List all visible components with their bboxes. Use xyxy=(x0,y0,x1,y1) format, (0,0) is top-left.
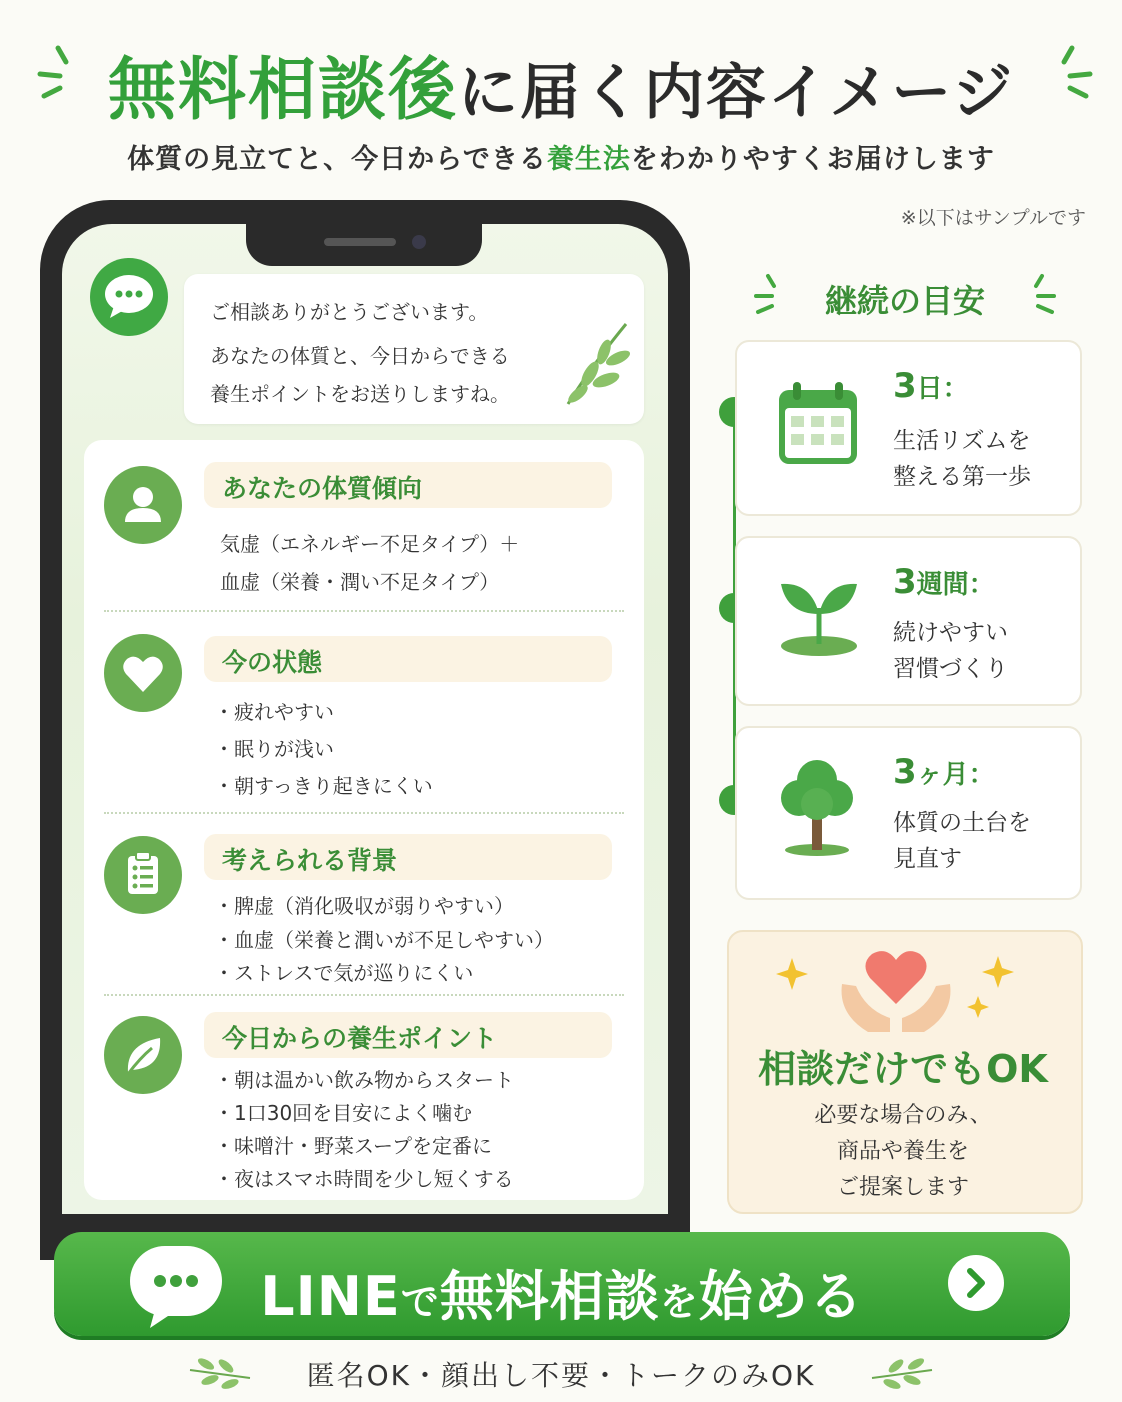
divider xyxy=(104,610,624,612)
section-line: ・ストレスで気が巡りにくい xyxy=(214,961,474,985)
calendar-icon xyxy=(775,378,861,468)
heart-icon xyxy=(104,634,182,712)
subtitle-pre: 体質の見立てと、今日からできる xyxy=(127,144,547,175)
person-icon xyxy=(104,466,182,544)
period-number: 3 xyxy=(893,752,917,792)
period-unit: 週間： xyxy=(916,570,995,600)
tree-icon xyxy=(777,752,857,856)
section-heading-text: 今の状態 xyxy=(222,648,323,677)
title-rest: に届く内容イメージ xyxy=(457,58,1015,128)
section-heading xyxy=(204,1012,612,1058)
consult-only-text: 必要な場合のみ、 xyxy=(814,1103,992,1128)
section-heading xyxy=(204,636,612,682)
sample-note: ※以下はサンプルです xyxy=(900,207,1086,229)
timeline-text: 整える第一歩 xyxy=(893,464,1031,490)
section-line: ・朝は温かい飲み物からスタート xyxy=(214,1068,514,1092)
timeline-period xyxy=(893,562,995,602)
timeline-card xyxy=(735,726,1082,900)
consult-only-text: ご提案します xyxy=(836,1175,969,1200)
cta-part: を xyxy=(659,1280,699,1324)
period-number: 3 xyxy=(893,562,917,602)
section-line: ・血虚（栄養と潤いが不足しやすい） xyxy=(214,928,554,952)
timeline-text: 体質の土台を xyxy=(893,810,1031,836)
section-line: ・疲れやすい xyxy=(214,700,334,724)
heart-hands-icon xyxy=(772,944,1032,1040)
timeline-text: 生活リズムを xyxy=(893,428,1031,454)
timeline-text: 続けやすい xyxy=(893,620,1008,646)
timeline-period xyxy=(893,752,995,792)
sprout-icon xyxy=(777,574,861,658)
leaf-icon xyxy=(104,1016,182,1094)
title-highlight: 無料相談後 xyxy=(107,51,458,130)
chat-line: ご相談ありがとうございます。 xyxy=(210,300,489,324)
timeline-card xyxy=(735,340,1082,516)
period-unit: 日： xyxy=(916,374,969,404)
section-heading xyxy=(204,834,612,880)
section-heading-text: 今日からの養生ポイント xyxy=(222,1024,498,1053)
timeline-title: 継続の目安 xyxy=(824,282,985,320)
section-line: ・眠りが浅い xyxy=(214,737,334,761)
section-heading-text: あなたの体質傾向 xyxy=(222,474,423,503)
clipboard-icon xyxy=(104,836,182,914)
section-line: ・脾虚（消化吸収が弱りやすい） xyxy=(214,894,514,918)
consult-only-text: 商品や養生を xyxy=(836,1139,969,1164)
chat-line: あなたの体質と、今日からできる xyxy=(210,344,510,368)
consult-only-title: 相談だけでもOK xyxy=(758,1047,1048,1091)
page-subtitle xyxy=(0,137,1122,176)
section-heading xyxy=(204,462,612,508)
chat-bubble-icon xyxy=(90,258,168,336)
section-line: ・朝すっきり起きにくい xyxy=(214,774,433,798)
cta-part: 始める xyxy=(698,1265,864,1328)
cta-part: LINE xyxy=(260,1265,401,1328)
period-unit: ヶ月： xyxy=(916,760,995,790)
line-consult-button-label[interactable] xyxy=(54,1254,1070,1331)
section-line: ・夜はスマホ時間を少し短くする xyxy=(214,1167,514,1191)
section-heading-text: 考えられる背景 xyxy=(222,846,398,875)
cta-part: で xyxy=(400,1280,440,1324)
section-line: ・味噌汁・野菜スープを定番に xyxy=(214,1134,492,1158)
subtitle-post: をわかりやすくお届けします xyxy=(630,144,995,175)
timeline-text: 習慣づくり xyxy=(893,656,1008,682)
timeline-card xyxy=(735,536,1082,706)
divider xyxy=(104,812,624,814)
section-line: ・1口30回を目安によく噛む xyxy=(214,1101,473,1125)
leaf-sprig-icon xyxy=(560,318,632,410)
page-title xyxy=(0,36,1122,133)
section-line: 血虚（栄養・潤い不足タイプ） xyxy=(220,570,500,594)
period-number: 3 xyxy=(893,366,917,406)
chat-message xyxy=(184,274,644,424)
chevron-right-icon[interactable] xyxy=(948,1255,1004,1311)
phone-notch xyxy=(246,224,482,266)
subtitle-highlight: 養生法 xyxy=(546,144,631,175)
timeline-text: 見直す xyxy=(893,846,962,872)
footer-note: 匿名OK・顔出し不要・トークのみOK xyxy=(306,1359,816,1392)
chat-line: 養生ポイントをお送りしますね。 xyxy=(210,382,510,406)
cta-part: 無料相談 xyxy=(439,1265,660,1328)
divider xyxy=(104,994,624,996)
section-line: 気虚（エネルギー不足タイプ）＋ xyxy=(220,532,520,556)
timeline-period xyxy=(893,366,969,406)
